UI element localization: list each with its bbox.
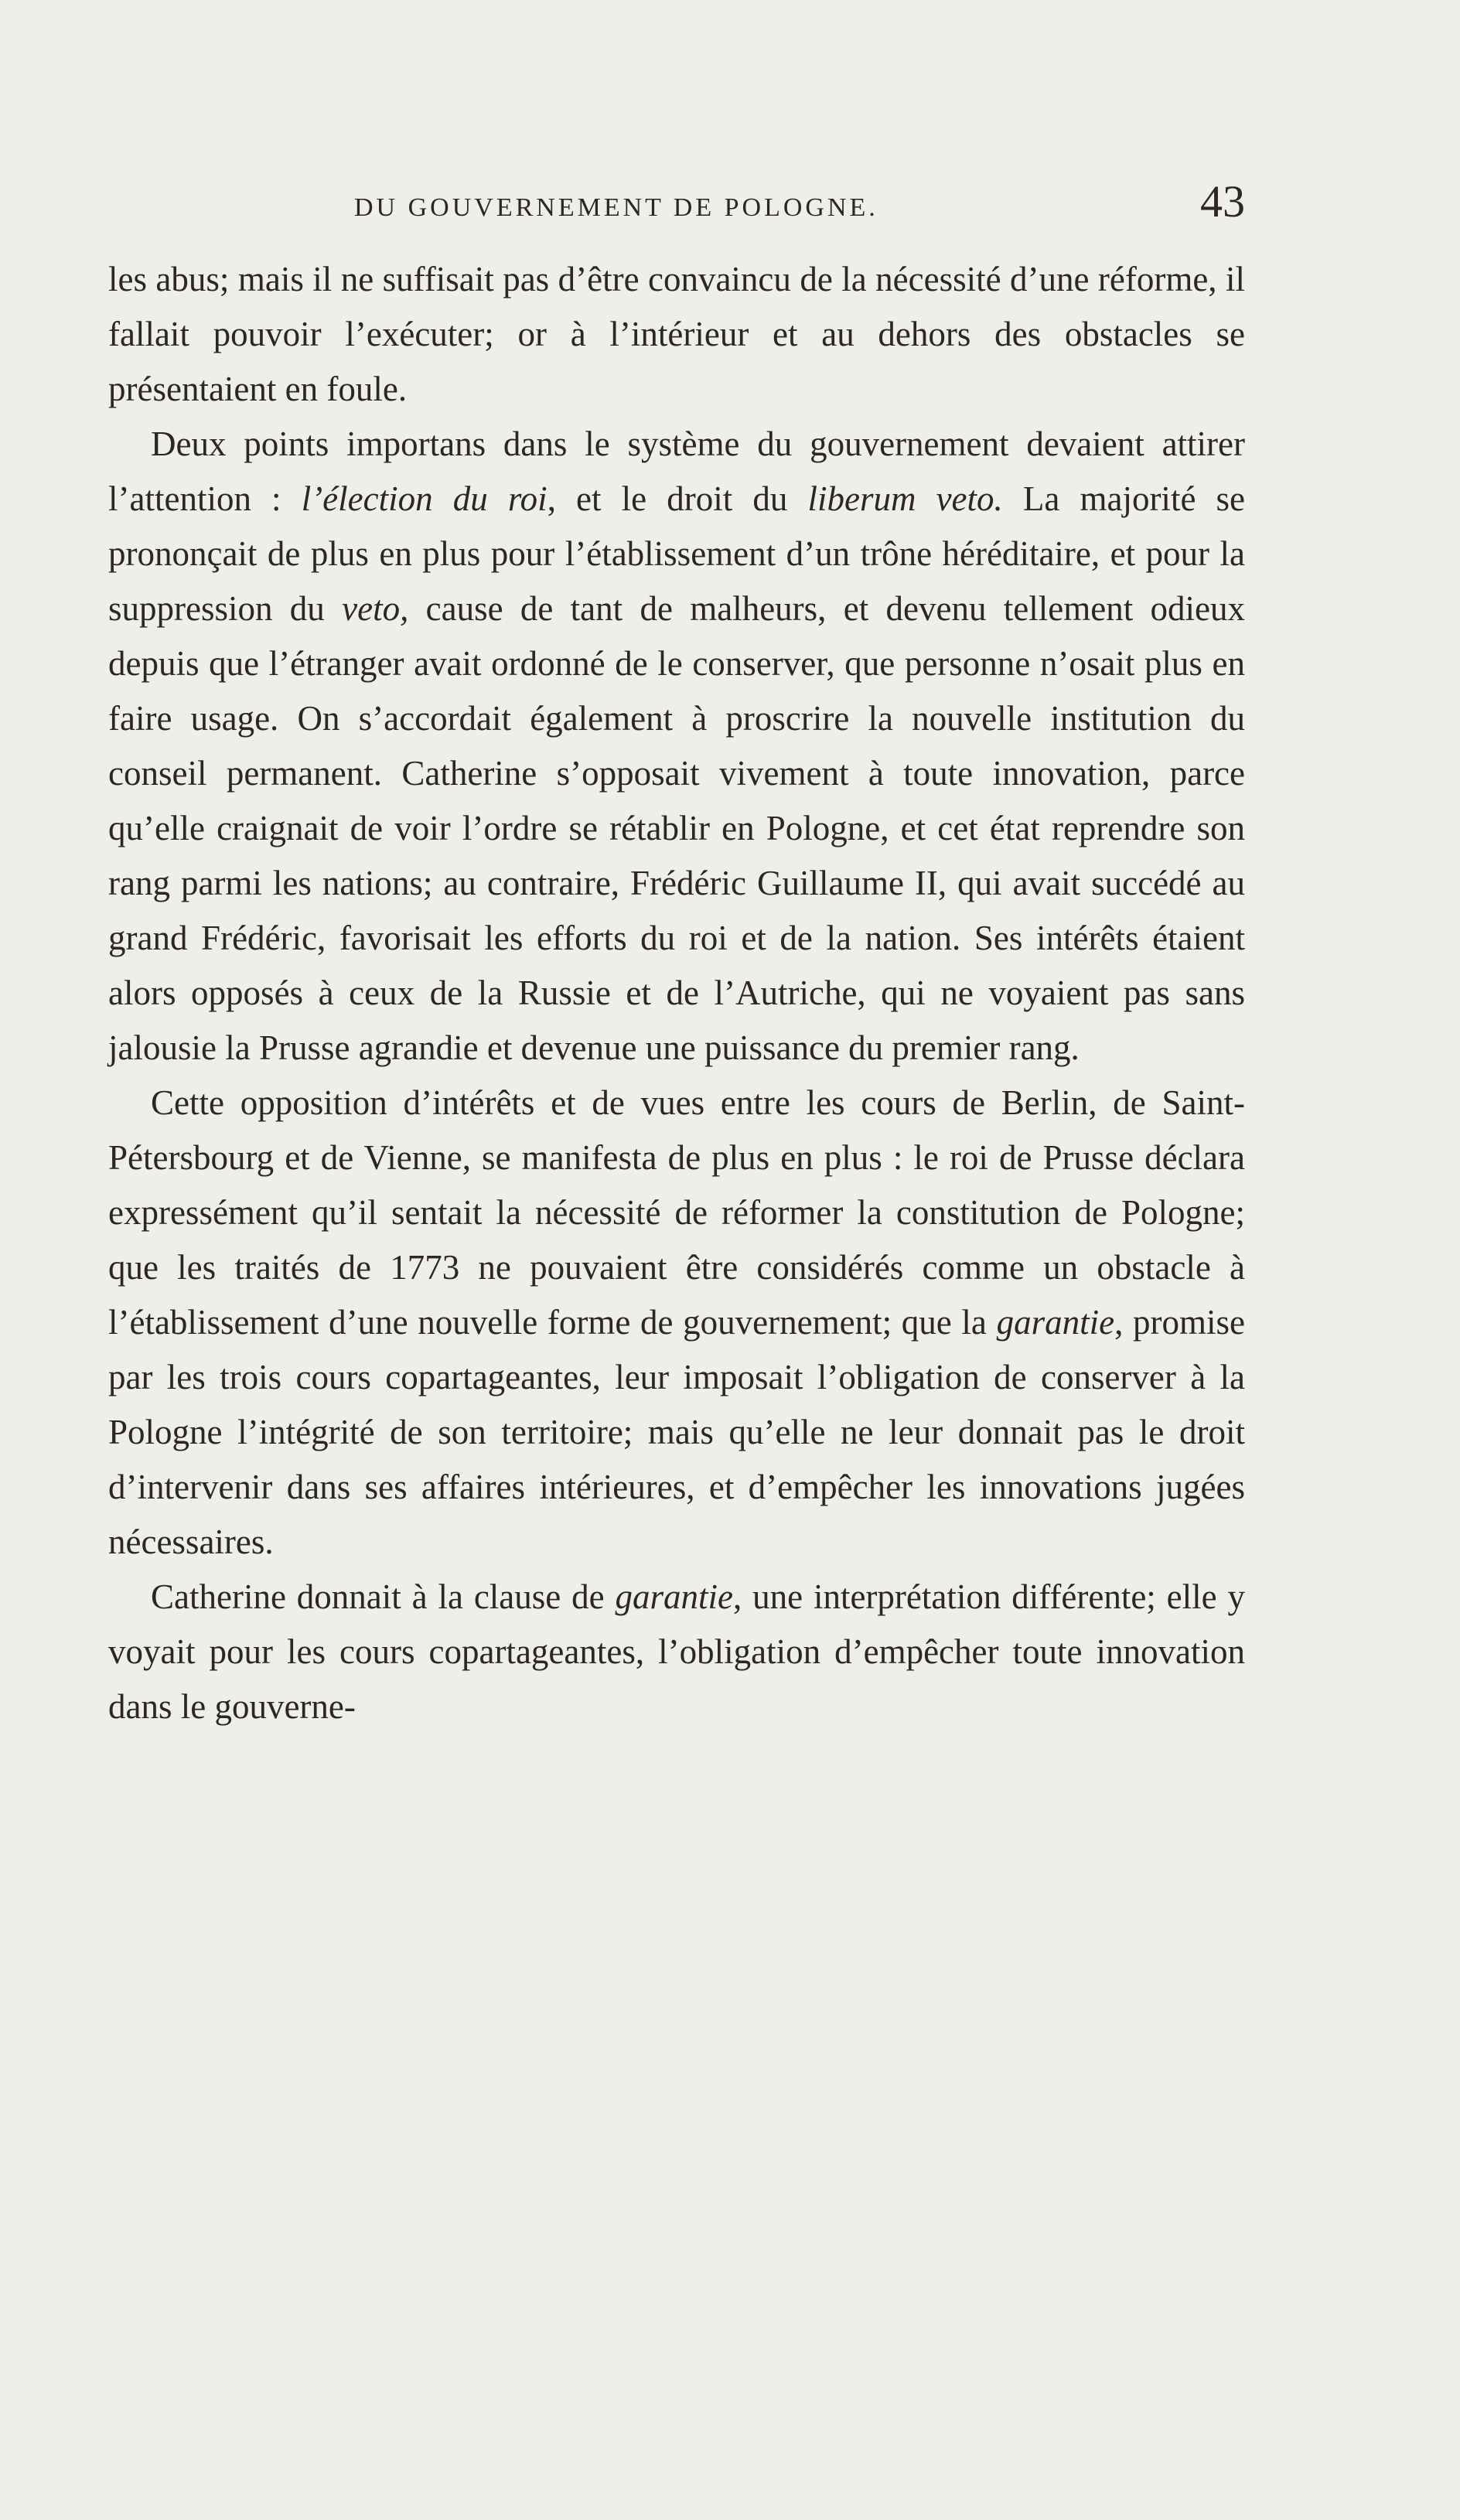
italic-term: garantie	[615, 1577, 733, 1616]
paragraph	[108, 1570, 1245, 1734]
paragraph-text: cause de tant de malheurs, et devenu tellement odieux depuis que l’étranger avait ordonné de le conserver, que personne n’osait plus en faire usage. On s’accordait également à proscrire la nouvelle institution du conseil permanent. Catherine s’opposait vivement à toute innovation, parce qu’elle craignait de voir l’ordre se rétablir en Pologne, et cet état reprendre son rang parmi les nations; au contraire, Frédéric Guillaume II, qui avait succédé au grand Frédéric, favorisait les efforts du roi et de la nation. Ses intérêts étaient alors opposés à ceux de la Russie et de l’Autriche, qui ne voyaient pas sans jalousie la Prusse agrandie et devenue une puissance du premier rang.	[108, 589, 1245, 1067]
italic-term: liberum veto.	[807, 479, 1003, 518]
italic-term: garantie	[996, 1303, 1115, 1342]
paragraph-text: Deux points importans dans le système du gouvernement devaient attirer l’attention :	[108, 425, 1245, 518]
paragraph-text: , une interprétation différente; elle y voyait pour les cours copartageantes, l’obligation d’empêcher toute innovation dans le gouverne-	[108, 1577, 1245, 1726]
body-text	[108, 252, 1245, 1734]
italic-term: l’élection du roi	[301, 479, 548, 518]
paragraph-text: Cette opposition d’intérêts et de vues entre les cours de Berlin, de Saint-Pétersbourg et de Vienne, se manifesta de plus en plus : le roi de Prusse déclara expressément qu’il sentait la nécessité de réformer la constitution de Pologne; que les traités de 1773 ne pouvaient être considérés comme un obstacle à l’établissement d’une nouvelle forme de gouvernement; que la	[108, 1083, 1245, 1342]
paragraph-text: , et le droit du	[547, 479, 808, 518]
paragraph-text: , promise par les trois cours copartageantes, leur imposait l’obligation de conserver à la Pologne l’intégrité de son territoire; mais qu’elle ne leur donnait pas le droit d’intervenir dans ses affaires intérieures, et d’empêcher les innovations jugées nécessaires.	[108, 1303, 1246, 1561]
paragraph	[108, 1076, 1245, 1570]
running-title: DU GOUVERNEMENT DE POLOGNE.	[354, 193, 878, 222]
paragraph	[108, 417, 1245, 1076]
running-head	[108, 176, 1245, 241]
page-number: 43	[1200, 176, 1245, 227]
paragraph-text: les abus; mais il ne suffisait pas d’être convaincu de la nécessité d’une réforme, il fallait pouvoir l’exécuter; or à l’intérieur et au dehors des obstacles se présentaient en foule.	[108, 260, 1245, 408]
italic-term: veto,	[342, 589, 409, 628]
paragraph-text: La majorité se prononçait de plus en plus pour l’établissement d’un trône héréditaire, et pour la suppression du	[108, 479, 1246, 628]
paragraph	[108, 252, 1245, 417]
paragraph-text: Catherine donnait à la clause de	[151, 1577, 616, 1616]
